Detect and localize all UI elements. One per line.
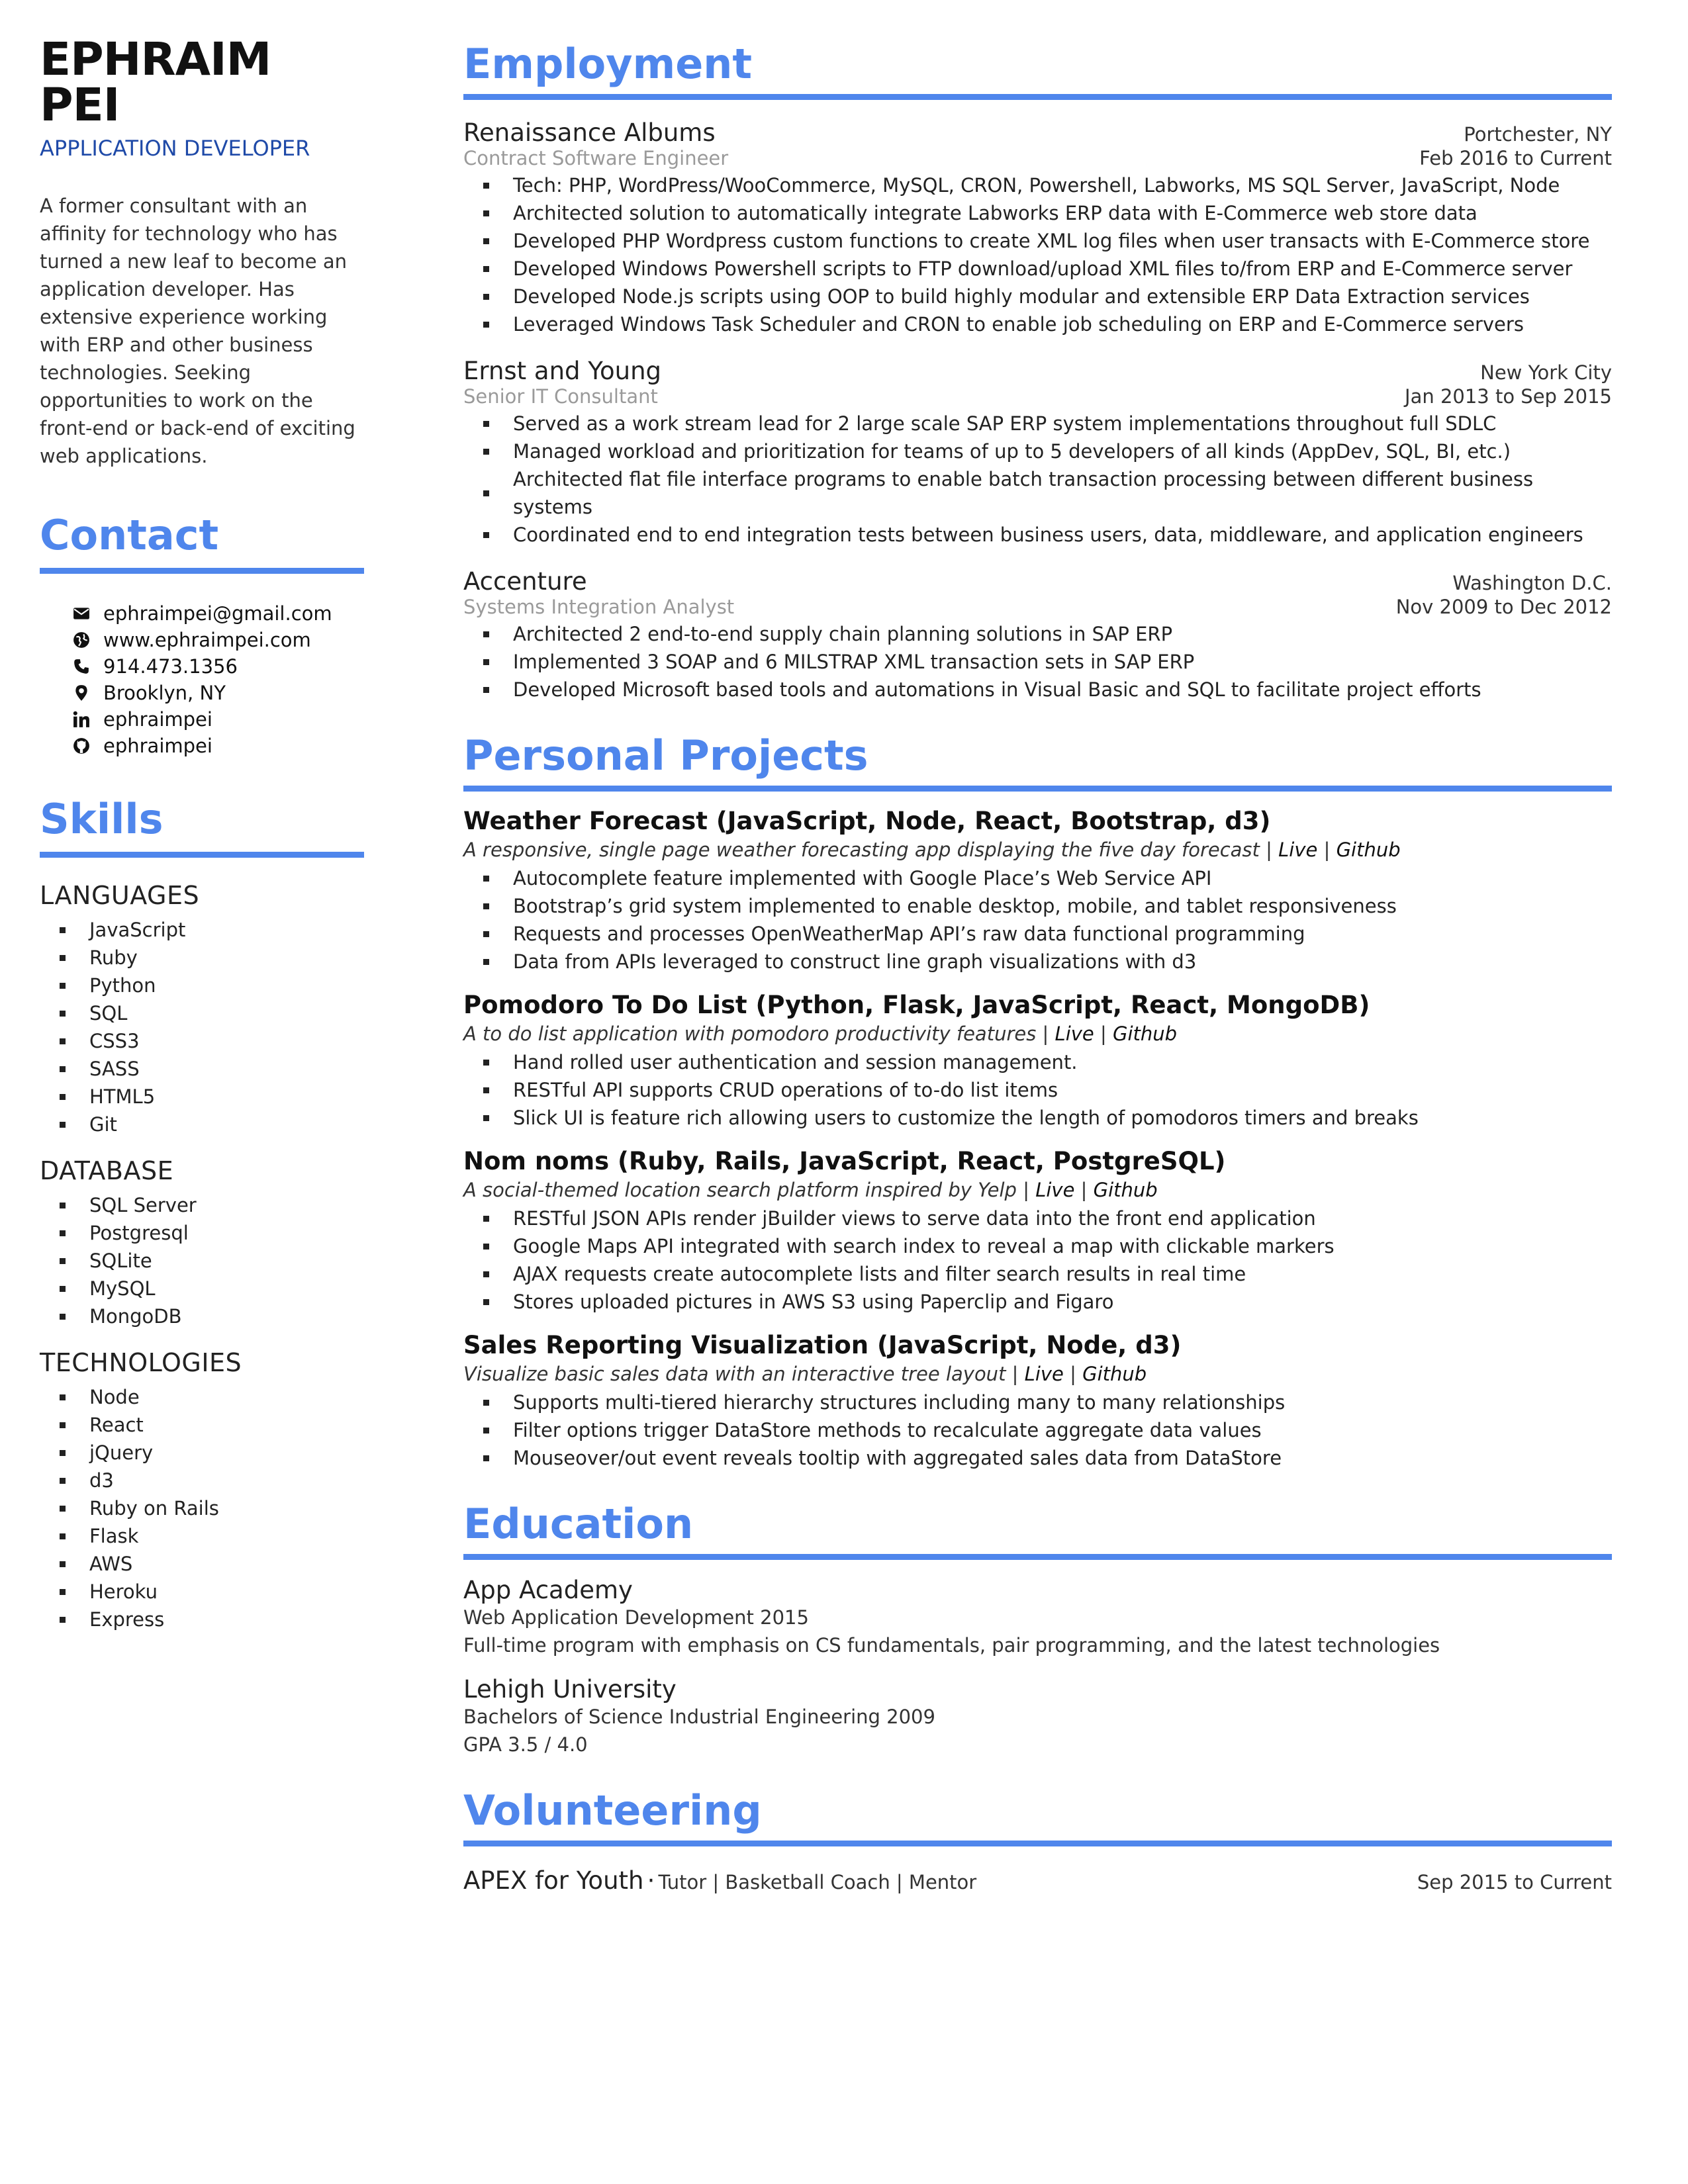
project-bullet: Google Maps API integrated with search index to reveal a map with clickable markers [483,1232,1612,1260]
bullet-square-icon [60,1230,66,1236]
bullet-square-icon [483,1455,489,1461]
bullet-square-icon [483,631,489,637]
bullet-square-icon [483,421,489,427]
job-bullet: Architected 2 end-to-end supply chain planning solutions in SAP ERP [483,620,1612,648]
project-bullets [463,1048,1612,1132]
contact-github-text: ephraimpei [103,735,212,757]
volunteer-roles: Tutor | Basketball Coach | Mentor [658,1871,977,1893]
bullet-square-icon [483,931,489,937]
skill-item: Flask [60,1522,364,1550]
bullet-square-icon [60,1038,66,1044]
bullet-square-icon [483,1115,489,1121]
bullet-square-icon [483,266,489,272]
projects-heading: Personal Projects [463,735,1612,792]
project-entry [463,806,1612,976]
contact-linkedin[interactable] [73,706,364,733]
skill-item: HTML5 [60,1083,364,1111]
skill-item: Node [60,1383,364,1411]
job-bullet: Architected solution to automatically integrate Labworks ERP data with E-Commerce web store data [483,199,1612,227]
bullet-square-icon [483,1400,489,1406]
project-bullet: Filter options trigger DataStore methods to recalculate aggregate data values [483,1416,1612,1444]
education-entry [463,1676,1612,1758]
job-bullet: Developed PHP Wordpress custom functions to create XML log files when user transacts with E-Commerce store [483,227,1612,255]
job-company: Accenture [463,567,587,596]
bullet-square-icon [60,1422,66,1428]
volunteering-section [463,1786,1612,1895]
education-section [463,1500,1612,1758]
job-bullets [463,620,1612,704]
bullet-square-icon [483,210,489,216]
project-description: A social-themed location search platform inspired by Yelp | Live | Github [463,1179,1158,1201]
bullet-square-icon [60,1094,66,1100]
bullet-square-icon [483,1271,489,1277]
job-location: New York City [1480,361,1612,384]
contact-linkedin-text: ephraimpei [103,708,212,731]
live-link[interactable]: Live [1278,839,1318,861]
bullet-square-icon [483,322,489,328]
bullet-square-icon [483,903,489,909]
project-bullet: Requests and processes OpenWeatherMap API’s raw data functional programming [483,920,1612,948]
bullet-square-icon [483,490,489,496]
bullet-square-icon [60,1533,66,1539]
bullet-square-icon [483,449,489,455]
job-bullet: Leveraged Windows Task Scheduler and CRON to enable job scheduling on ERP and E-Commerce servers [483,310,1612,338]
skill-item: Postgresql [60,1219,364,1247]
skill-list [40,916,364,1138]
job-title: Systems Integration Analyst [463,596,735,618]
live-link[interactable]: Live [1024,1363,1064,1385]
bullet-square-icon [60,1617,66,1623]
employment-heading: Employment [463,44,1612,100]
bullet-square-icon [483,876,489,882]
job-company: Renaissance Albums [463,118,716,147]
project-bullet: Autocomplete feature implemented with Google Place’s Web Service API [483,864,1612,892]
education-detail: Bachelors of Science Industrial Engineering 2009 [463,1706,935,1728]
bullet-square-icon [483,532,489,538]
contact-website[interactable] [73,627,364,653]
school-name: App Academy [463,1576,633,1604]
job-entry [463,569,1612,704]
job-company: Ernst and Young [463,357,662,385]
bullet-square-icon [60,1203,66,1208]
skill-item: React [60,1411,364,1439]
candidate-name: EPHRAIM PEI [40,33,271,132]
education-detail: Web Application Development 2015 [463,1606,809,1629]
project-bullet: Data from APIs leveraged to construct line graph visualizations with d3 [483,948,1612,976]
job-entry [463,358,1612,549]
contact-location [73,680,364,706]
project-bullet: RESTful JSON APIs render jBuilder views to serve data into the front end application [483,1205,1612,1232]
job-location: Washington D.C. [1452,572,1612,594]
skill-item: SQL [60,999,364,1027]
school-name: Lehigh University [463,1675,677,1704]
skill-item: Ruby on Rails [60,1494,364,1522]
bullet-square-icon [483,1299,489,1305]
contact-phone[interactable] [73,653,364,680]
job-bullets [463,171,1612,338]
phone-icon [73,658,90,675]
skill-list [40,1191,364,1330]
job-bullet: Developed Microsoft based tools and automations in Visual Basic and SQL to facilitate project efforts [483,676,1612,704]
skill-item: JavaScript [60,916,364,944]
project-bullets [463,864,1612,976]
project-bullet: RESTful API supports CRUD operations of to-do list items [483,1076,1612,1104]
skill-item: Python [60,972,364,999]
project-description: A to do list application with pomodoro productivity features | Live | Github [463,1023,1178,1045]
job-bullets [463,410,1612,549]
project-title: Nom noms (Ruby, Rails, JavaScript, React, PostgreSQL) [463,1147,1226,1175]
project-bullet: Supports multi-tiered hierarchy structures including many to many relationships [483,1388,1612,1416]
contact-email[interactable] [73,600,364,627]
contact-location-text: Brooklyn, NY [103,682,226,704]
candidate-role: APPLICATION DEVELOPER [40,136,310,161]
project-title: Pomodoro To Do List (Python, Flask, JavaScript, React, MongoDB) [463,991,1370,1019]
globe-icon [73,631,90,649]
job-entry [463,120,1612,338]
job-bullet: Tech: PHP, WordPress/WooCommerce, MySQL, CRON, Powershell, Labworks, MS SQL Server, JavaScript, Node [483,171,1612,199]
skill-list [40,1383,364,1633]
skill-item: MySQL [60,1275,364,1302]
linkedin-icon [73,711,90,728]
skill-group-label: TECHNOLOGIES [40,1348,242,1377]
job-bullet: Managed workload and prioritization for teams of up to 5 developers of all kinds (AppDev, SQL, BI, etc.) [483,437,1612,465]
projects-section [463,731,1612,1472]
skill-group-label: DATABASE [40,1156,174,1185]
project-bullets [463,1205,1612,1316]
project-description: Visualize basic sales data with an interactive tree layout | Live | Github [463,1363,1147,1385]
skill-item: SQLite [60,1247,364,1275]
sidebar [40,33,364,1633]
skill-item: MongoDB [60,1302,364,1330]
job-title: Contract Software Engineer [463,147,729,169]
project-bullets [463,1388,1612,1472]
bullet-square-icon [483,959,489,965]
live-link[interactable]: Live [1035,1179,1075,1201]
contact-phone-text: 914.473.1356 [103,655,238,678]
job-title: Senior IT Consultant [463,385,658,408]
bullet-square-icon [60,955,66,961]
envelope-icon [73,605,90,622]
education-detail: GPA 3.5 / 4.0 [463,1733,588,1756]
bullet-square-icon [483,183,489,189]
bullet-square-icon [60,1478,66,1484]
github-link[interactable]: Github [1082,1363,1147,1385]
volunteer-org: APEX for Youth [463,1866,644,1895]
education-detail: Full-time program with emphasis on CS fundamentals, pair programming, and the latest technologies [463,1634,1440,1657]
job-bullet: Developed Node.js scripts using OOP to build highly modular and extensible ERP Data Extraction services [483,283,1612,310]
project-bullet: Slick UI is feature rich allowing users to customize the length of pomodoros timers and breaks [483,1104,1612,1132]
bullet-square-icon [483,1216,489,1222]
contact-github[interactable] [73,733,364,759]
contact-email-text: ephraimpei@gmail.com [103,602,332,625]
project-entry [463,990,1612,1132]
github-link[interactable]: Github [1112,1023,1178,1045]
project-bullet: AJAX requests create autocomplete lists and filter search results in real time [483,1260,1612,1288]
skill-item: Heroku [60,1578,364,1606]
job-location: Portchester, NY [1464,123,1612,146]
education-entry [463,1577,1612,1659]
volunteer-separator: · [647,1866,655,1895]
bullet-square-icon [483,687,489,693]
bullet-square-icon [483,1087,489,1093]
job-bullet: Architected flat file interface programs to enable batch transaction processing between different business systems [483,465,1612,521]
summary: A former consultant with an affinity for technology who has turned a new leaf to become an application developer. Has extensive experience working with ERP and other business technologies. Seeking opportunities to work on the front-end or back-end of exciting web applications. [40,195,355,467]
bullet-square-icon [483,1060,489,1066]
skill-item: AWS [60,1550,364,1578]
volunteer-dates: Sep 2015 to Current [1417,1871,1612,1893]
bullet-square-icon [60,1450,66,1456]
volunteering-heading: Volunteering [463,1790,1612,1846]
project-entry [463,1330,1612,1472]
skill-group-label: LANGUAGES [40,881,200,910]
project-bullet: Bootstrap’s grid system implemented to enable desktop, mobile, and tablet responsiveness [483,892,1612,920]
project-bullet: Mouseover/out event reveals tooltip with aggregated sales data from DataStore [483,1444,1612,1472]
github-link[interactable]: Github [1093,1179,1158,1201]
skill-item: Express [60,1606,364,1633]
skill-item: SASS [60,1055,364,1083]
job-dates: Jan 2013 to Sep 2015 [1405,385,1612,408]
skill-item: CSS3 [60,1027,364,1055]
job-dates: Nov 2009 to Dec 2012 [1395,596,1612,618]
bullet-square-icon [60,1286,66,1292]
skill-group-technologies [40,1350,364,1633]
skill-item: d3 [60,1467,364,1494]
bullet-square-icon [60,927,66,933]
job-bullet: Implemented 3 SOAP and 6 MILSTRAP XML transaction sets in SAP ERP [483,648,1612,676]
employment-section [463,40,1612,704]
project-title: Weather Forecast (JavaScript, Node, React, Bootstrap, d3) [463,807,1271,835]
project-bullet: Stores uploaded pictures in AWS S3 using Paperclip and Figaro [483,1288,1612,1316]
bullet-square-icon [60,1394,66,1400]
skill-item: Git [60,1111,364,1138]
skill-item: SQL Server [60,1191,364,1219]
bullet-square-icon [483,1428,489,1433]
bullet-square-icon [483,294,489,300]
bullet-square-icon [60,1011,66,1017]
skill-group-database [40,1158,364,1330]
job-bullet: Served as a work stream lead for 2 large scale SAP ERP system implementations throughout full SDLC [483,410,1612,437]
map-marker-icon [73,684,90,702]
bullet-square-icon [60,1561,66,1567]
job-bullet: Developed Windows Powershell scripts to FTP download/upload XML files to/from ERP and E-Commerce server [483,255,1612,283]
bullet-square-icon [60,1122,66,1128]
live-link[interactable]: Live [1055,1023,1094,1045]
contact-website-text: www.ephraimpei.com [103,629,311,651]
volunteering-entry [463,1866,1612,1895]
bullet-square-icon [60,1506,66,1512]
bullet-square-icon [60,1589,66,1595]
job-dates: Feb 2016 to Current [1419,147,1612,169]
project-entry [463,1146,1612,1316]
bullet-square-icon [483,659,489,665]
bullet-square-icon [483,238,489,244]
project-title: Sales Reporting Visualization (JavaScript, Node, d3) [463,1331,1182,1359]
github-link[interactable]: Github [1336,839,1401,861]
bullet-square-icon [60,1258,66,1264]
project-bullet: Hand rolled user authentication and session management. [483,1048,1612,1076]
education-heading: Education [463,1504,1612,1560]
contact-heading: Contact [40,515,364,574]
skill-group-languages [40,883,364,1138]
bullet-square-icon [60,983,66,989]
contact-list [40,600,364,759]
skills-heading: Skills [40,799,364,858]
github-icon [73,737,90,754]
main-content [463,40,1612,1895]
project-description: A responsive, single page weather forecasting app displaying the five day forecast | Live | Github [463,839,1401,861]
bullet-square-icon [483,1244,489,1250]
bullet-square-icon [60,1314,66,1320]
job-bullet: Coordinated end to end integration tests between business users, data, middleware, and application engineers [483,521,1612,549]
skill-item: Ruby [60,944,364,972]
skill-item: jQuery [60,1439,364,1467]
bullet-square-icon [60,1066,66,1072]
